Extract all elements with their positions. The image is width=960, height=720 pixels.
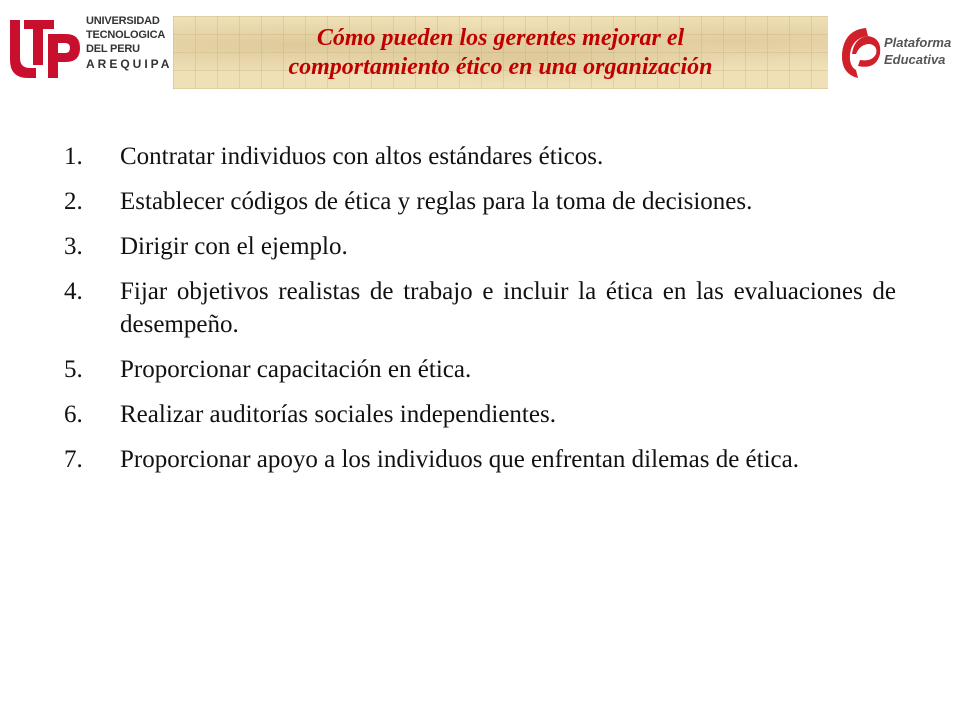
list-item — [64, 443, 896, 476]
list-item-number: 7. — [64, 446, 83, 473]
list-item — [64, 275, 896, 341]
list-item — [64, 185, 896, 218]
utp-line-2: TECNOLOGICA — [86, 29, 166, 41]
utp-emblem-icon — [6, 14, 84, 86]
utp-wordmark — [86, 14, 178, 71]
plataforma-educativa-logo — [836, 24, 956, 84]
list-item — [64, 353, 896, 386]
slide-title-line-2: comportamiento ético en una organización — [288, 53, 713, 80]
list-item-text: Proporcionar apoyo a los individuos que enfrentan dilemas de ética. — [120, 446, 799, 473]
list-item-number: 4. — [64, 278, 83, 305]
pe-line-2: Educativa — [884, 52, 946, 67]
utp-logo — [6, 14, 174, 86]
title-banner — [173, 16, 828, 89]
list-item-number: 6. — [64, 401, 83, 428]
list-item — [64, 230, 896, 263]
list-item-text: Fijar objetivos realistas de trabajo e incluir la ética en las evaluaciones de desempeño. — [120, 278, 896, 338]
list-item-text: Proporcionar capacitación en ética. — [120, 356, 472, 383]
list-item-number: 5. — [64, 356, 83, 383]
utp-line-1: UNIVERSIDAD — [86, 15, 160, 27]
utp-line-4: AREQUIPA — [86, 57, 173, 71]
list-item-text: Dirigir con el ejemplo. — [120, 233, 348, 260]
list-item-number: 2. — [64, 188, 83, 215]
list-item-text: Establecer códigos de ética y reglas para la toma de decisiones. — [120, 188, 753, 215]
plataforma-wordmark — [884, 34, 951, 68]
numbered-list — [64, 140, 896, 488]
pe-line-1: Plataforma — [884, 35, 952, 50]
utp-line-3: DEL PERU — [86, 43, 140, 55]
list-item — [64, 398, 896, 431]
slide-title-line-1: Cómo pueden los gerentes mejorar el — [316, 24, 685, 51]
list-item-number: 1. — [64, 143, 83, 170]
list-item-text: Contratar individuos con altos estándares éticos. — [120, 143, 604, 170]
list-item-text: Realizar auditorías sociales independientes. — [120, 401, 556, 428]
list-item-number: 3. — [64, 233, 83, 260]
plataforma-e-icon — [836, 24, 882, 82]
list-item — [64, 140, 896, 173]
slide-header — [0, 0, 960, 96]
